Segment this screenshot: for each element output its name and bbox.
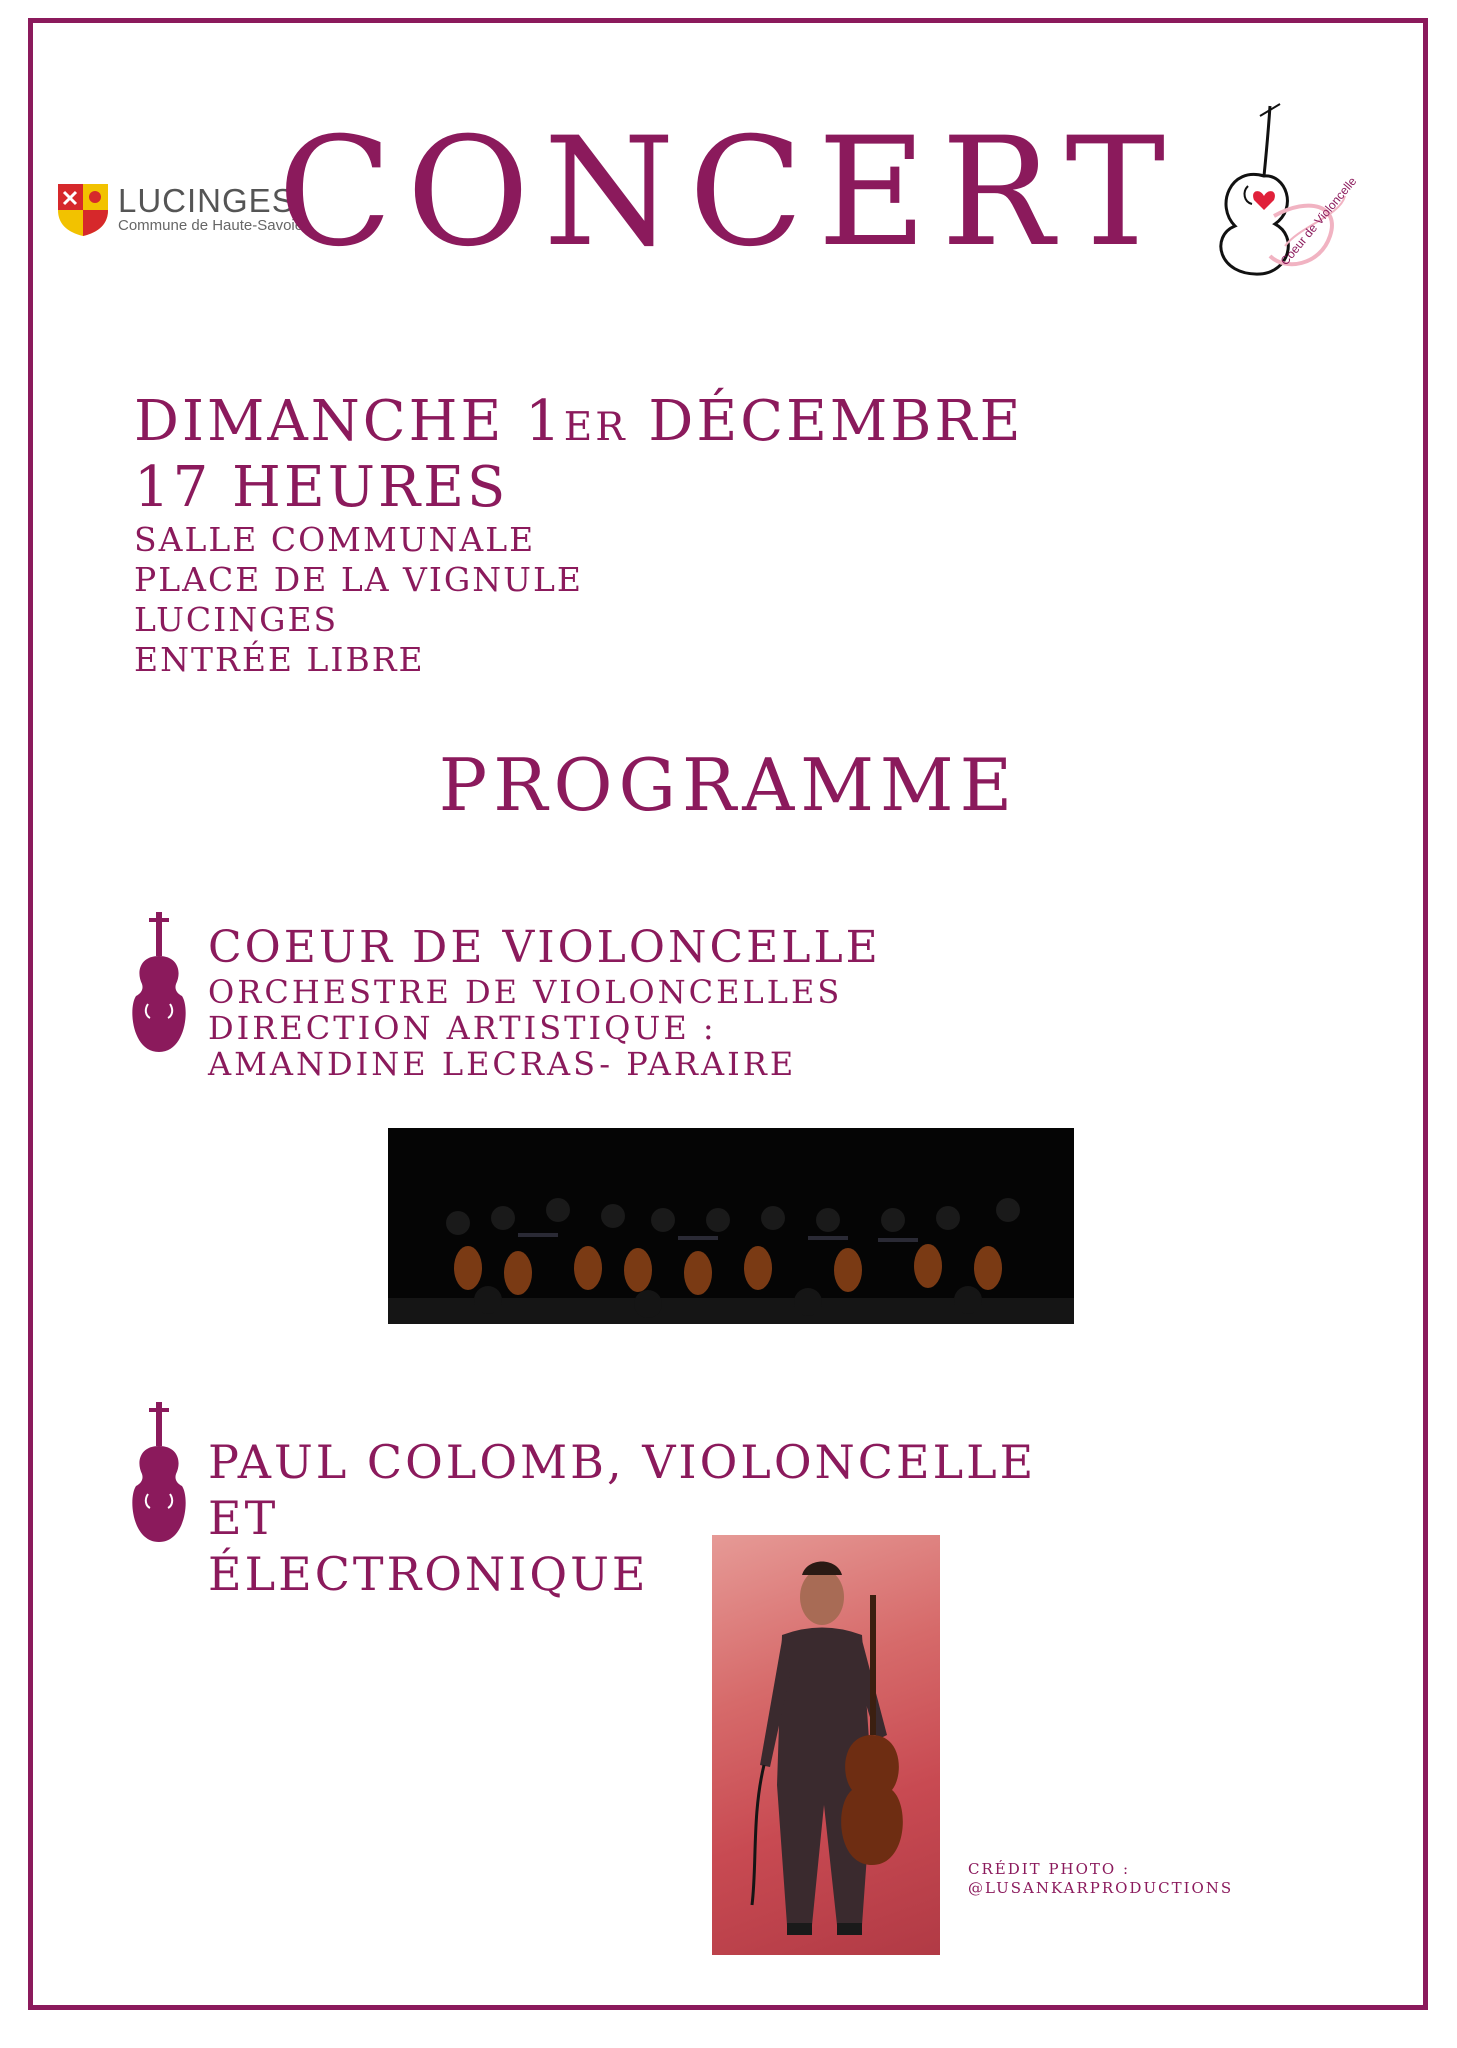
lucinges-name: LUCINGES — [118, 182, 295, 219]
violin-icon — [130, 912, 188, 1054]
venue-line: PLACE DE LA VIGNULE — [134, 560, 583, 599]
page-title: CONCERT — [277, 106, 1180, 280]
cello-logo-text: Coeur de Violoncelle — [1277, 174, 1360, 268]
venue-line: ENTRÉE LIBRE — [134, 640, 425, 679]
coeur-de-violoncelle-logo — [1190, 96, 1360, 286]
act-coeur-de-violoncelle — [208, 922, 881, 1082]
event-time: 17 HEURES — [134, 455, 509, 520]
act-line: ÉLECTRONIQUE — [208, 1547, 649, 1601]
act-paul-colomb — [208, 1434, 1108, 1602]
programme-heading: PROGRAMME — [438, 743, 1019, 827]
act-line: PAUL COLOMB, VIOLONCELLE ET — [208, 1435, 1037, 1545]
photo-credit — [968, 1860, 1233, 1898]
venue-line: SALLE COMMUNALE — [134, 520, 536, 559]
event-date: DIMANCHE 1er DÉCEMBRE — [134, 389, 1024, 454]
orchestra-photo — [388, 1128, 1074, 1324]
violin-icon — [130, 1402, 188, 1544]
act-line: ORCHESTRE DE VIOLONCELLES — [208, 973, 843, 1011]
paul-colomb-photo — [712, 1535, 940, 1955]
act-line: DIRECTION ARTISTIQUE : — [208, 1009, 717, 1047]
venue-line: LUCINGES — [134, 600, 339, 639]
venue-block — [134, 520, 583, 680]
act-line: AMANDINE LECRAS- PARAIRE — [208, 1045, 797, 1083]
act-title: COEUR DE VIOLONCELLE — [208, 922, 881, 973]
credit-handle: @LUSANKARPRODUCTIONS — [968, 1879, 1234, 1897]
credit-label: CRÉDIT PHOTO : — [968, 1860, 1131, 1878]
lucinges-subtitle: Commune de Haute-Savoie — [118, 217, 304, 234]
